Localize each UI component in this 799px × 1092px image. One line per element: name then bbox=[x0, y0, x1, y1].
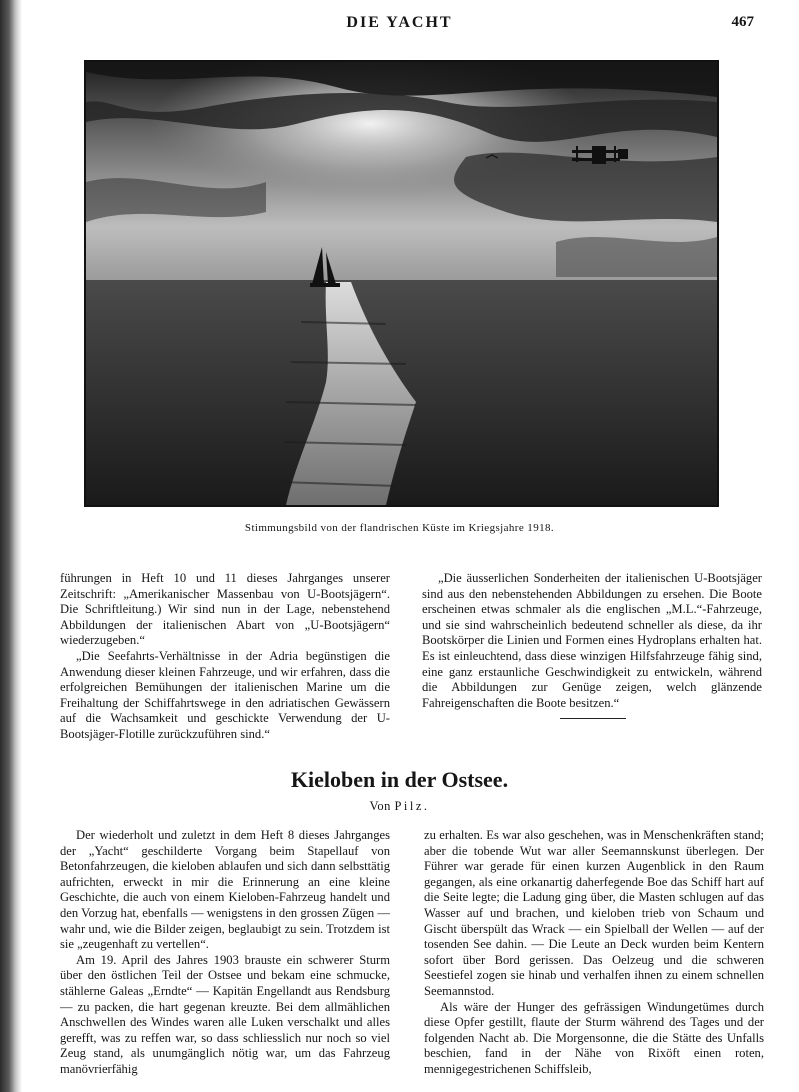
article1-right-column bbox=[422, 571, 762, 711]
paragraph: „Die äusserlichen Sonderheiten der italienischen U-Bootsjäger sind aus den nebenstehenden Abbildungen zu ersehen. Die Boote erscheinen etwas schmaler als die englischen „M.L.“-Fahrzeuge, und sie sind wahrscheinlich bedeutend schneller als diese, da ihr Bootskörper die Linien und Formen eines Hydroplans erhalten hat. Es ist einleuchtend, dass diese winzigen Hilfsfahrzeuge fähig sind, eine ganz erstaunliche Geschwindigkeit zu entwickeln, während die Abbildungen zur Genüge zeigen, welch glänzende Fahreigenschaften die Boote besitzen.“ bbox=[422, 571, 762, 710]
book-binding-shadow bbox=[0, 0, 22, 1092]
article2-left-column bbox=[60, 828, 390, 1078]
paragraph: Der wiederholt und zuletzt in dem Heft 8 dieses Jahrganges der „Yacht“ geschilderte Vorgang beim Stapellauf von Betonfahrzeugen, die kieloben ablaufen und sich dann selbsttätig aufrichten, erweckt in mir die Erinnerung an eine kleine Geschichte, die auch von einem Kieloben-Fahrzeug handelt und den Vorzug hat, ebenfalls — wenigstens in den grossen Zügen — wahr und, wie die Bilder zeigen, beglaubigt zu sein. Trotzdem ist sie „zeugenhaft zu vertellen“. bbox=[60, 828, 390, 952]
byline-prefix: Von bbox=[369, 799, 391, 813]
figure-caption: Stimmungsbild von der flandrischen Küste im Kriegsjahre 1918. bbox=[244, 522, 555, 534]
paragraph: „Die Seefahrts-Verhältnisse in der Adria begünstigen die Anwendung dieser kleinen Fahrzeuge, und wir erfahren, dass die erfolgreichen Bemühungen der italienischen Marine um die Freihaltung der Schiffahrtswege in den adriatischen Gewässern auf die Wachsamkeit und geschickte Verwendung der U-Bootsjäger-Flotille zurückzuführen sind.“ bbox=[60, 648, 390, 741]
paragraph: Als wäre der Hunger des gefrässigen Windungetümes durch diese Opfer gestillt, flaute der Sturm während des Tages und der folgenden Nacht ab. Die Morgensonne, die die Stätte des Unfalls beschien, fand in der Nähe von Rixöft einen roten, mennigegestrichenen Schiffsleib, bbox=[424, 999, 764, 1076]
article-divider bbox=[560, 718, 626, 719]
byline-author: Pilz. bbox=[394, 799, 430, 813]
article2-right-column bbox=[424, 828, 764, 1078]
page-number: 467 bbox=[731, 14, 754, 30]
article-title: Kieloben in der Ostsee. bbox=[290, 767, 509, 792]
article1-left-column bbox=[60, 571, 390, 743]
paragraph: zu erhalten. Es war also geschehen, was in Menschenkräften stand; aber die tobende Wut war aller Seemannskunst überlegen. Der Führer war gerade für einen kurzen Augenblick in den Raum gegangen, als eine orkanartig daherfegende Boe das Schiff hart auf die Seite legte; die Ladung ging über, die Masten schlugen auf das Wasser auf und brachen, und kieloben trieb von Schaum und Gischt überspült das Wrack — ein Spielball der Wellen — auf der tosenden See dahin. — Die Leute an Deck wurden beim Kentern sofort über Bord gerissen. Das Oelzeug und die schweren Seestiefel zogen sie hinab und verhalfen ihnen zu einem schnellen Seemannstod. bbox=[424, 828, 764, 998]
paragraph: Am 19. April des Jahres 1903 brauste ein schwerer Sturm über den östlichen Teil der Ostsee und bekam eine schmucke, stählerne Galeas „Erndte“ — Kapitän Engellandt aus Rendsburg — zu packen, die hart gegenan kreuzte. Bei dem allmählichen Anschwellen des Windes waren alle Luken verschalkt und alles gerefft, was zu reffen war, so dass schliesslich nur noch so viel Zeug stand, als unumgänglich nötig war, um das Fahrzeug manövrierfähig bbox=[60, 952, 390, 1076]
journal-title: DIE YACHT bbox=[346, 14, 453, 31]
sunset-sea-photo-icon bbox=[84, 60, 719, 507]
byline bbox=[0, 799, 799, 814]
paragraph: führungen in Heft 10 und 11 dieses Jahrganges unserer Zeitschrift: „Amerikanischer Massenbau von U-Bootsjägern“. Die Schriftleitung.) Wir sind nun in der Lage, nebenstehend Abbildungen der italienischen Abart von „U-Bootsjägern“ wiederzugeben.“ bbox=[60, 571, 390, 648]
